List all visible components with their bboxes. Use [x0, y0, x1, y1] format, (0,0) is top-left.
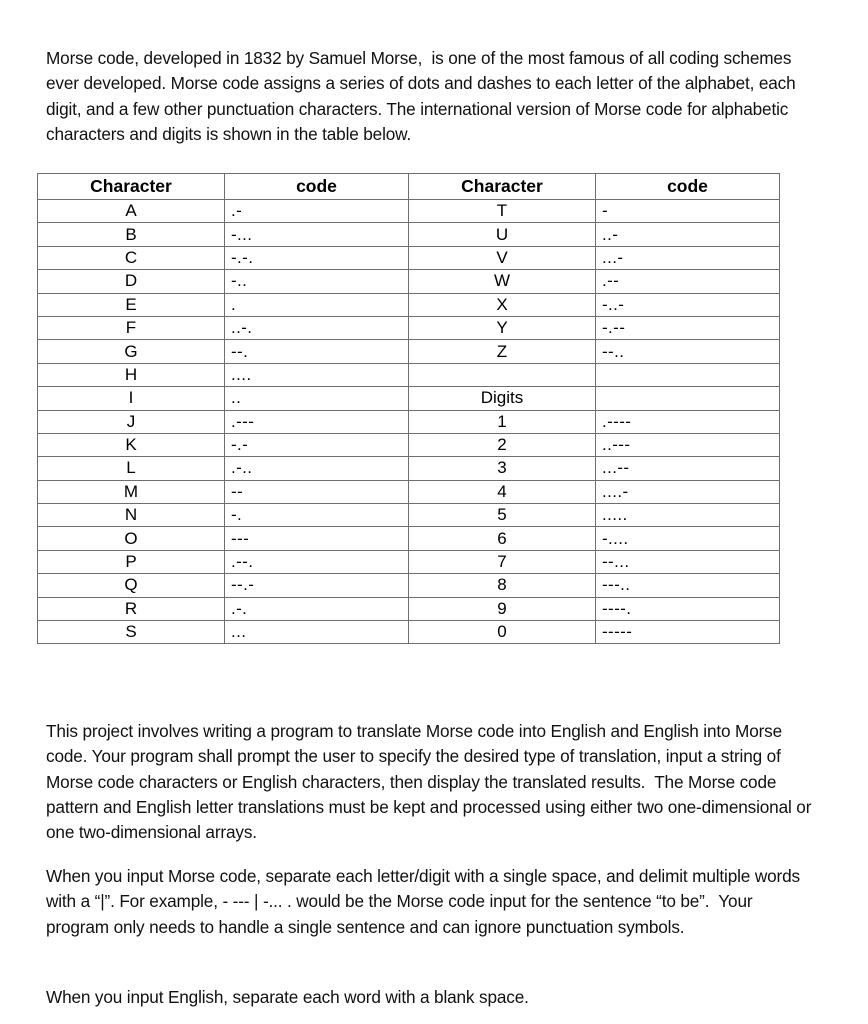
cell-character-left: O: [38, 527, 225, 550]
cell-code-left: .---: [225, 410, 409, 433]
table-row: [38, 504, 780, 527]
cell-character-right: 5: [409, 504, 596, 527]
cell-code-right: [596, 387, 780, 410]
cell-character-right: Z: [409, 340, 596, 363]
table-row: [38, 433, 780, 456]
intro-paragraph: Morse code, developed in 1832 by Samuel Morse, is one of the most famous of all coding schemes ever developed. Morse code assigns a series of dots and dashes to each letter of the alphabet, each digit, and a few other punctuation characters. The international version of Morse code for alphabetic characters and digits is shown in the table below.: [46, 48, 801, 144]
morse-code-table: [37, 173, 780, 644]
cell-character-left: S: [38, 621, 225, 644]
cell-code-right: -: [596, 200, 780, 223]
cell-code-left: -...: [225, 223, 409, 246]
cell-character-left: Q: [38, 574, 225, 597]
cell-code-right: ....-: [596, 480, 780, 503]
section-label-digits: Digits: [409, 387, 596, 410]
cell-character-left: N: [38, 504, 225, 527]
morse-code-table-container: [37, 173, 779, 644]
cell-code-right: ---..: [596, 574, 780, 597]
cell-code-left: -.-.: [225, 246, 409, 269]
table-row: [38, 363, 780, 386]
table-row: [38, 387, 780, 410]
cell-code-left: --.-: [225, 574, 409, 597]
cell-code-left: --.: [225, 340, 409, 363]
cell-code-right: [596, 363, 780, 386]
cell-code-right: -----: [596, 621, 780, 644]
cell-code-left: -.: [225, 504, 409, 527]
table-row: [38, 550, 780, 573]
table-row: [38, 480, 780, 503]
table-row: [38, 574, 780, 597]
cell-code-left: .--.: [225, 550, 409, 573]
cell-code-right: ----.: [596, 597, 780, 620]
cell-code-left: ---: [225, 527, 409, 550]
header-character-left: Character: [38, 174, 225, 200]
cell-character-left: H: [38, 363, 225, 386]
cell-character-right: T: [409, 200, 596, 223]
cell-code-right: .--: [596, 270, 780, 293]
cell-character-left: E: [38, 293, 225, 316]
cell-code-right: .----: [596, 410, 780, 433]
cell-character-left: D: [38, 270, 225, 293]
cell-character-right: [409, 363, 596, 386]
cell-character-right: 9: [409, 597, 596, 620]
cell-character-left: K: [38, 433, 225, 456]
cell-character-left: L: [38, 457, 225, 480]
cell-code-right: -....: [596, 527, 780, 550]
table-header: [38, 174, 780, 200]
table-row: [38, 316, 780, 339]
cell-character-left: F: [38, 316, 225, 339]
project-description-paragraph: This project involves writing a program to translate Morse code into English and English into Morse code. Your program shall prompt the user to specify the desired type of translation, input a string of Morse code characters or English characters, then display the translated results. The Morse code pattern and English letter translations must be kept and processed using either two one-dimensional or one two-dimensional arrays.: [46, 721, 816, 842]
cell-code-right: ...-: [596, 246, 780, 269]
table-row: [38, 410, 780, 433]
cell-character-left: I: [38, 387, 225, 410]
table-row: [38, 340, 780, 363]
cell-code-right: -..-: [596, 293, 780, 316]
cell-character-right: U: [409, 223, 596, 246]
table-body: [38, 200, 780, 644]
header-code-right: code: [596, 174, 780, 200]
cell-character-left: M: [38, 480, 225, 503]
header-character-right: Character: [409, 174, 596, 200]
cell-character-right: X: [409, 293, 596, 316]
cell-code-left: ...: [225, 621, 409, 644]
cell-code-right: .....: [596, 504, 780, 527]
table-row: [38, 457, 780, 480]
table-row: [38, 293, 780, 316]
cell-code-left: .-..: [225, 457, 409, 480]
cell-code-right: ..---: [596, 433, 780, 456]
table-row: [38, 223, 780, 246]
cell-code-left: -.-: [225, 433, 409, 456]
table-row: [38, 270, 780, 293]
cell-character-right: 6: [409, 527, 596, 550]
table-row: [38, 597, 780, 620]
table-row: [38, 527, 780, 550]
cell-code-left: ..: [225, 387, 409, 410]
cell-character-right: Y: [409, 316, 596, 339]
cell-character-left: J: [38, 410, 225, 433]
cell-code-right: ...--: [596, 457, 780, 480]
table-row: [38, 246, 780, 269]
table-header-row: [38, 174, 780, 200]
cell-code-left: -..: [225, 270, 409, 293]
header-code-left: code: [225, 174, 409, 200]
cell-code-right: --...: [596, 550, 780, 573]
cell-character-right: 1: [409, 410, 596, 433]
english-input-instructions-paragraph: When you input English, separate each word with a blank space.: [46, 987, 529, 1008]
cell-code-right: --..: [596, 340, 780, 363]
cell-code-left: ..-.: [225, 316, 409, 339]
cell-character-left: B: [38, 223, 225, 246]
cell-character-left: G: [38, 340, 225, 363]
cell-character-left: R: [38, 597, 225, 620]
cell-character-right: 8: [409, 574, 596, 597]
cell-code-right: ..-: [596, 223, 780, 246]
cell-character-right: 2: [409, 433, 596, 456]
cell-character-right: 0: [409, 621, 596, 644]
cell-character-right: W: [409, 270, 596, 293]
cell-code-left: .-: [225, 200, 409, 223]
cell-character-right: 7: [409, 550, 596, 573]
cell-character-left: P: [38, 550, 225, 573]
cell-character-left: A: [38, 200, 225, 223]
cell-code-right: -.--: [596, 316, 780, 339]
cell-character-right: V: [409, 246, 596, 269]
cell-code-left: ....: [225, 363, 409, 386]
cell-character-right: 3: [409, 457, 596, 480]
cell-code-left: --: [225, 480, 409, 503]
table-row: [38, 200, 780, 223]
cell-character-left: C: [38, 246, 225, 269]
table-row: [38, 621, 780, 644]
cell-code-left: .-.: [225, 597, 409, 620]
cell-character-right: 4: [409, 480, 596, 503]
cell-code-left: .: [225, 293, 409, 316]
morse-input-instructions-paragraph: When you input Morse code, separate each letter/digit with a single space, and delimit multiple words with a “|”. For example, - --- | -... . would be the Morse code input for the sentence “to be”. Your program only needs to handle a single sentence and can ignore punctuation symbols.: [46, 866, 805, 937]
